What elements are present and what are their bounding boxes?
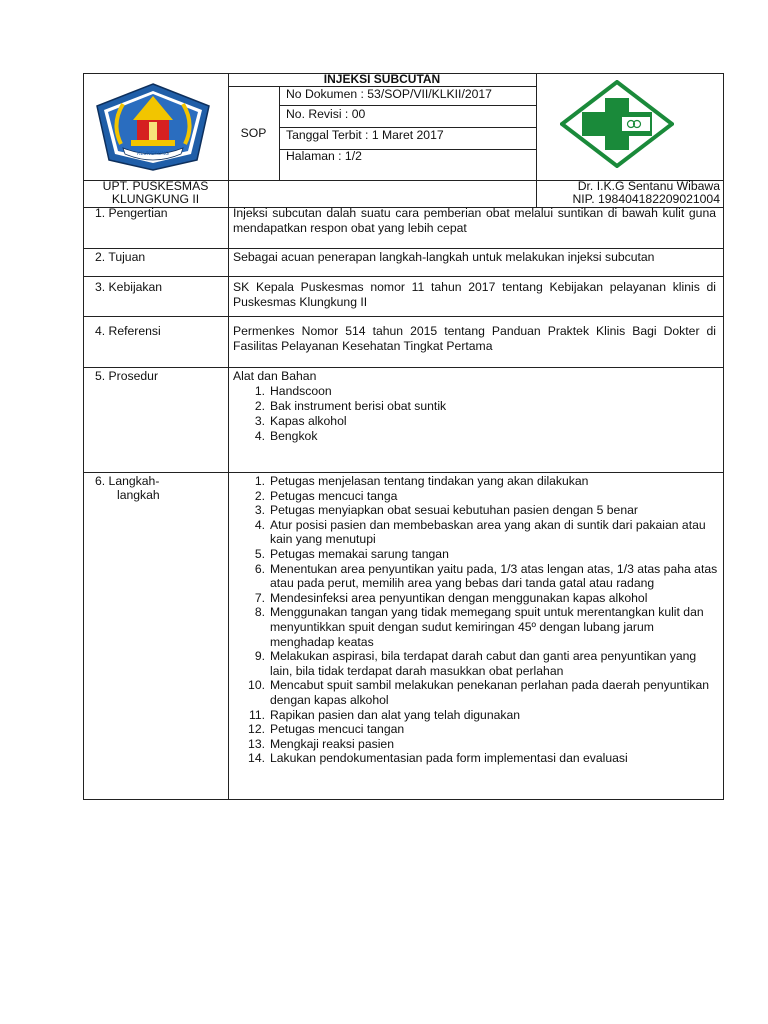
- document-title: INJEKSI SUBCUTAN: [323, 72, 441, 86]
- label-langkah-line1: 6. Langkah-: [95, 474, 160, 488]
- org-name-line2: KLUNGKUNG II: [111, 192, 200, 206]
- label-pengertian: 1. Pengertian: [95, 206, 168, 220]
- signer-nip: NIP. 198404182209021004: [572, 192, 720, 206]
- list-item: 4. Atur posisi pasien dan membebaskan area yang akan di suntik dari pakaian atau kain yang menutupi: [254, 517, 706, 547]
- puskesmas-logo: [560, 80, 674, 168]
- list-item: 11. Rapikan pasien dan alat yang telah digunakan: [248, 707, 521, 722]
- list-item: 2. Petugas mencuci tanga: [254, 488, 398, 503]
- text-pengertian: Injeksi subcutan dalah suatu cara pemberian obat melalui suntikan di bawah kulit guna mendapatkan respon obat yang lebih cepat: [233, 206, 716, 235]
- signer-name: Dr. I.K.G Sentanu Wibawa: [577, 179, 720, 193]
- list-item: 4. Bengkok: [254, 429, 318, 443]
- org-name-line1: UPT. PUSKESMAS: [102, 179, 209, 193]
- langkah-list: [221, 474, 721, 766]
- prosedur-list: [221, 384, 711, 444]
- list-item: 1. Petugas menjelasan tentang tindakan yang akan dilakukan: [254, 474, 589, 488]
- label-kebijakan: 3. Kebijakan: [95, 280, 163, 294]
- list-item: 12. Petugas mencuci tangan: [248, 722, 405, 737]
- text-tujuan: Sebagai acuan penerapan langkah-langkah untuk melakukan injeksi subcutan: [233, 250, 655, 264]
- label-tujuan: 2. Tujuan: [95, 250, 146, 264]
- halaman: Halaman : 1/2: [286, 149, 362, 163]
- klungkung-crest-logo: [93, 82, 213, 172]
- text-referensi: Permenkes Nomor 514 tahun 2015 tentang Panduan Praktek Klinis Bagi Dokter di Fasilitas Pelayanan Kesehatan Tingkat Pertama: [233, 324, 716, 353]
- crest-banner-text: KLUNGKUNG: [137, 151, 169, 157]
- tanggal-terbit: Tanggal Terbit : 1 Maret 2017: [286, 128, 444, 142]
- list-item: 7. Mendesinfeksi area penyuntikan dengan menggunakan kapas alkohol: [254, 590, 648, 605]
- label-prosedur: 5. Prosedur: [95, 369, 159, 383]
- list-item: 5. Petugas memakai sarung tangan: [254, 546, 449, 561]
- label-referensi: 4. Referensi: [95, 324, 161, 338]
- prosedur-heading: Alat dan Bahan: [233, 369, 317, 383]
- sop-label: SOP: [240, 126, 267, 140]
- no-dokumen: No Dokumen : 53/SOP/VII/KLKII/2017: [286, 87, 492, 101]
- list-item: 14. Lakukan pendokumentasian pada form implementasi dan evaluasi: [248, 751, 628, 766]
- list-item: 3. Kapas alkohol: [254, 414, 347, 428]
- list-item: 9. Melakukan aspirasi, bila terdapat darah cabut dan ganti area penyuntikan yang lain, bila tidak terdapat darah masukkan obat perlahan: [254, 649, 697, 678]
- list-item: 3. Petugas menyiapkan obat sesuai kebutuhan pasien dengan 5 benar: [254, 503, 638, 518]
- list-item: 2. Bak instrument berisi obat suntik: [254, 399, 447, 413]
- no-revisi: No. Revisi : 00: [286, 107, 366, 121]
- label-langkah-line2: langkah: [117, 488, 160, 502]
- list-item: 13. Mengkaji reaksi pasien: [248, 736, 394, 751]
- list-item: 10. Mencabut spuit sambil melakukan penekanan perlahan pada daerah penyuntikan dengan kapas alkohol: [248, 678, 710, 707]
- list-item: 6. Menentukan area penyuntikan yaitu pada, 1/3 atas lengan atas, 1/3 atas paha atas atau pada perut, memilih area yang bebas dari tanda gatal atau radang: [254, 561, 718, 591]
- text-kebijakan: SK Kepala Puskesmas nomor 11 tahun 2017 tentang Kebijakan pelayanan klinis di Puskesmas Klungkung II: [233, 280, 716, 309]
- list-item: 1. Handscoon: [254, 384, 332, 398]
- list-item: 8. Menggunakan tangan yang tidak memegang spuit untuk merentangkan kulit dan menyuntikkan spuit dengan sudut kemiringan 45º dengan lubang jarum menghadap keatas: [254, 605, 704, 649]
